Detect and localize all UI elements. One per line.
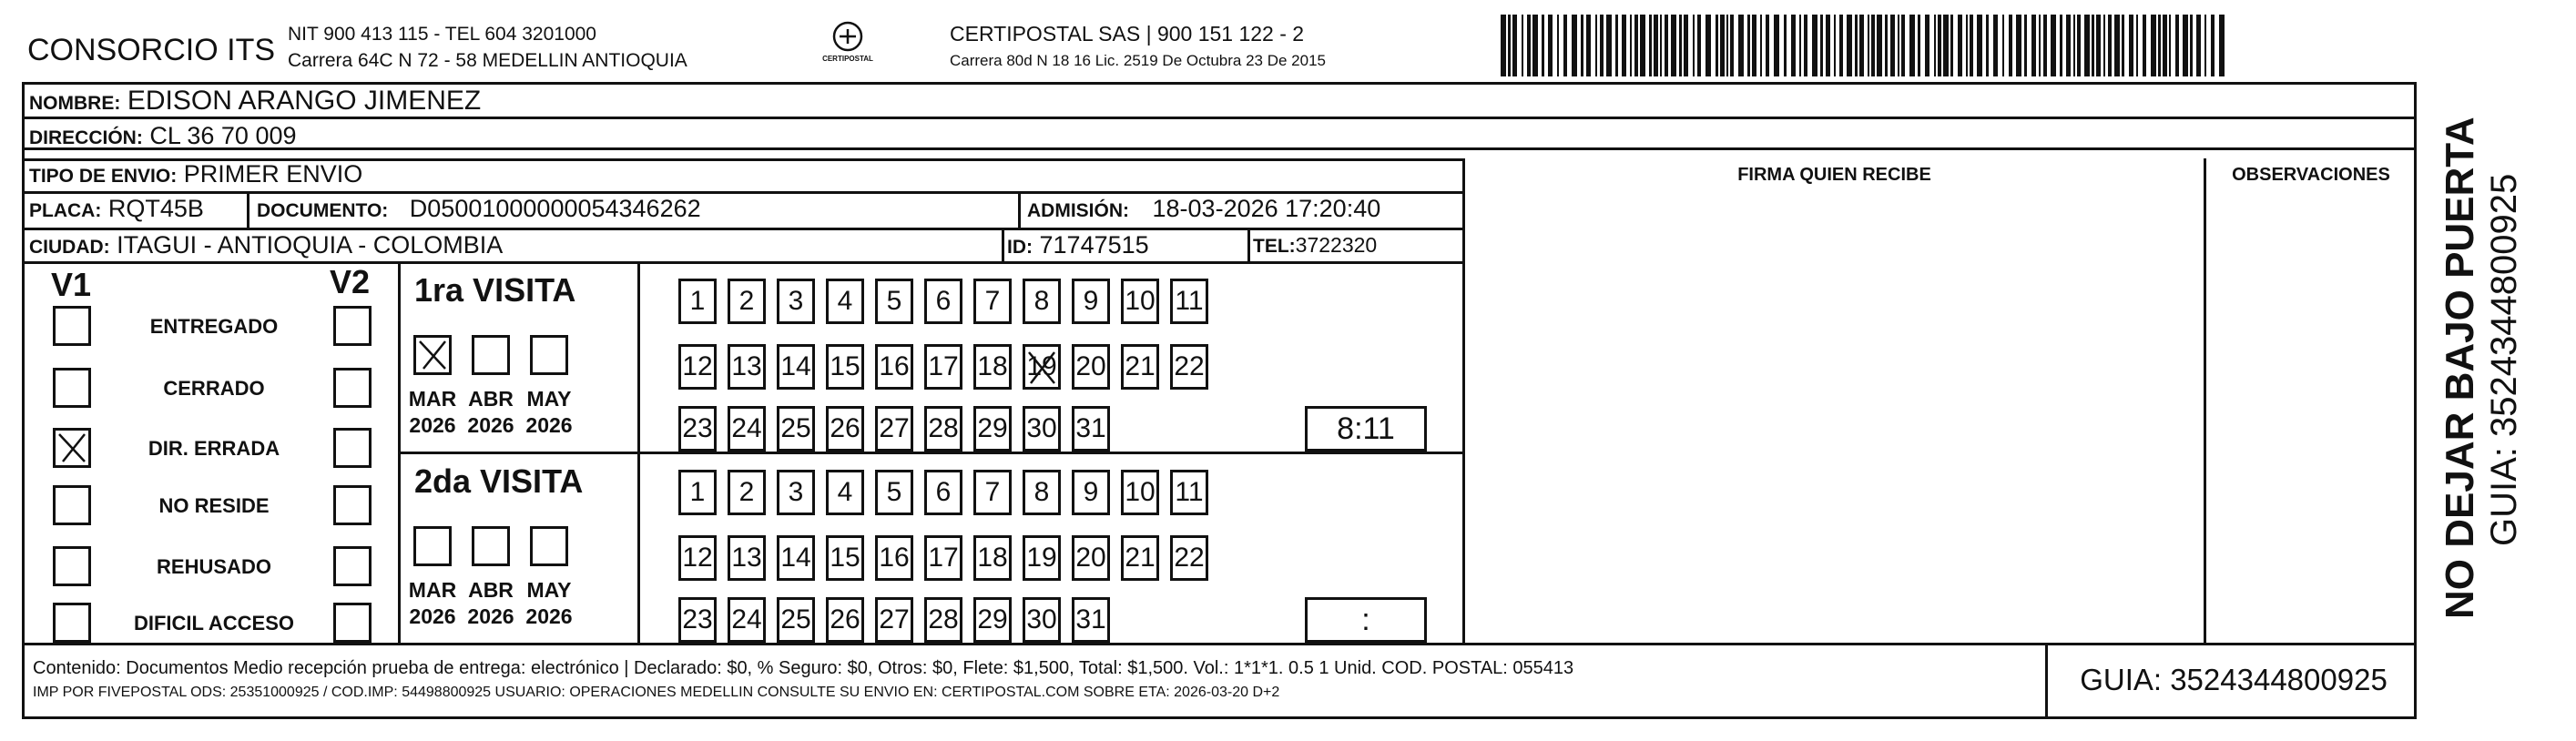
day-number: 26 [830, 413, 860, 443]
plate-value: RQT45B [107, 195, 204, 222]
day-number: 7 [984, 477, 1001, 507]
day-box[interactable] [924, 406, 962, 452]
name-value: EDISON ARANGO JIMENEZ [127, 86, 482, 116]
day-number: 2 [738, 286, 755, 316]
month-label [405, 386, 460, 439]
day-box[interactable] [1170, 344, 1208, 390]
name-label: NOMBRE: [29, 93, 121, 114]
city-value: ITAGUI - ANTIOQUIA - COLOMBIA [117, 231, 504, 259]
day-number: 6 [935, 286, 952, 316]
v2-checkbox[interactable] [333, 428, 372, 468]
day-box[interactable] [826, 279, 864, 324]
day-box[interactable] [1121, 535, 1159, 581]
admission-value: 18-03-2026 17:20:40 [1152, 195, 1381, 222]
day-box[interactable] [826, 344, 864, 390]
day-number: 23 [682, 604, 713, 634]
carrier-line-1: CERTIPOSTAL SAS | 900 151 122 - 2 [950, 22, 1305, 46]
day-box[interactable] [1072, 597, 1110, 643]
address-row [29, 124, 297, 148]
month-year: 2026 [525, 412, 573, 437]
day-number: 18 [977, 543, 1008, 573]
day-box[interactable] [875, 279, 913, 324]
month-name: MAY [526, 387, 572, 411]
content-line: Contenido: Documentos Medio recepción prueba de entrega: electrónico | Declarado: $0, % Seguro: $0, Otros: $0, Flete: $1,500, Total: $1,500. Vol.: 1*1*1. 0.5 1 Unid. COD. POSTAL: 055413 [33, 658, 1574, 678]
reason-label: REHUSADO [157, 555, 271, 578]
company-line-2: Carrera 64C N 72 - 58 MEDELLIN ANTIOQUIA [288, 50, 687, 71]
day-number: 14 [780, 543, 811, 573]
month-checkbox[interactable] [472, 526, 510, 566]
day-box[interactable] [924, 279, 962, 324]
day-box[interactable] [1023, 535, 1061, 581]
month-label [522, 577, 576, 630]
day-box[interactable] [728, 535, 766, 581]
address-value: CL 36 70 009 [149, 122, 297, 149]
v1-checkbox[interactable] [53, 546, 91, 586]
day-number: 12 [682, 351, 713, 381]
day-number: 6 [935, 477, 952, 507]
day-number: 30 [1026, 604, 1057, 634]
day-box[interactable] [1170, 535, 1208, 581]
time-box[interactable]: : [1305, 597, 1427, 643]
day-box[interactable] [1023, 279, 1061, 324]
day-number: 31 [1075, 413, 1106, 443]
print-line: IMP POR FIVEPOSTAL ODS: 25351000925 / COD.IMP: 54498800925 USUARIO: OPERACIONES MEDELLIN CONSULTE SU ENVIO EN: CERTIPOSTAL.COM SOBRE ETA: 2026-03-20 D+2 [33, 685, 1280, 700]
day-mark [1025, 347, 1058, 387]
reason-label: DIR. ERRADA [148, 437, 280, 460]
day-number: 28 [928, 413, 959, 443]
day-box[interactable] [973, 406, 1012, 452]
day-number: 23 [682, 413, 713, 443]
day-box[interactable] [678, 470, 717, 515]
day-number: 9 [1083, 286, 1099, 316]
day-number: 26 [830, 604, 860, 634]
day-number: 15 [830, 351, 860, 381]
type-label: TIPO DE ENVIO: [29, 166, 178, 187]
month-year: 2026 [409, 412, 456, 437]
day-box[interactable] [678, 597, 717, 643]
day-box[interactable] [1072, 279, 1110, 324]
signature-header: FIRMA QUIEN RECIBE [1737, 165, 1931, 185]
day-box[interactable] [826, 535, 864, 581]
day-box[interactable] [924, 597, 962, 643]
day-box[interactable] [1023, 344, 1061, 390]
v2-checkbox[interactable] [333, 485, 372, 525]
day-number: 31 [1075, 604, 1106, 634]
day-box[interactable] [777, 344, 815, 390]
reason-label: CERRADO [163, 377, 265, 400]
address-label: DIRECCIÓN: [29, 127, 143, 148]
day-number: 11 [1175, 286, 1204, 316]
day-number: 4 [837, 477, 853, 507]
day-number: 22 [1174, 351, 1205, 381]
month-checkbox[interactable] [413, 335, 452, 375]
day-number: 21 [1125, 543, 1156, 573]
day-box[interactable] [1072, 535, 1110, 581]
type-row [29, 162, 362, 187]
day-number: 18 [977, 351, 1008, 381]
day-number: 13 [731, 543, 762, 573]
day-number: 5 [886, 286, 902, 316]
reason-label: ENTREGADO [149, 315, 279, 338]
month-label [463, 577, 518, 630]
day-number: 16 [879, 351, 910, 381]
day-number: 3 [788, 286, 804, 316]
v1-label: V1 [51, 266, 92, 303]
company-name: CONSORCIO ITS [27, 33, 276, 67]
day-box[interactable] [678, 344, 717, 390]
day-number: 7 [984, 286, 1001, 316]
month-year: 2026 [525, 604, 573, 628]
day-box[interactable] [875, 535, 913, 581]
day-number: 30 [1026, 413, 1057, 443]
day-number: 3 [788, 477, 804, 507]
day-number: 19 [1026, 351, 1057, 381]
day-number: 25 [780, 604, 811, 634]
day-number: 13 [731, 351, 762, 381]
visit-title: 1ra VISITA [414, 271, 576, 309]
day-number: 8 [1033, 477, 1050, 507]
day-box[interactable] [1170, 279, 1208, 324]
day-box[interactable] [1121, 344, 1159, 390]
day-box[interactable] [826, 597, 864, 643]
day-box[interactable] [728, 470, 766, 515]
day-box[interactable] [1072, 406, 1110, 452]
day-box[interactable] [728, 597, 766, 643]
day-number: 22 [1174, 543, 1205, 573]
day-number: 24 [731, 604, 762, 634]
month-checkbox[interactable] [413, 526, 452, 566]
month-year: 2026 [409, 604, 456, 628]
day-number: 12 [682, 543, 713, 573]
day-box[interactable] [973, 344, 1012, 390]
plate-field [29, 197, 204, 221]
day-box[interactable] [1072, 470, 1110, 515]
v2-label: V2 [330, 263, 371, 300]
day-box[interactable] [678, 406, 717, 452]
day-box[interactable] [728, 279, 766, 324]
company-line-1: NIT 900 413 115 - TEL 604 3201000 [288, 24, 596, 45]
day-box[interactable] [924, 470, 962, 515]
carrier-line-2: Carrera 80d N 18 16 Lic. 2519 De Octubra 23 De 2015 [950, 52, 1326, 69]
day-box[interactable] [1170, 470, 1208, 515]
day-number: 20 [1075, 351, 1106, 381]
day-box[interactable] [826, 470, 864, 515]
month-label [522, 386, 576, 439]
reason-label: NO RESIDE [158, 494, 270, 517]
v1-checkbox[interactable] [53, 428, 91, 468]
v2-checkbox[interactable] [333, 306, 372, 346]
month-year: 2026 [467, 412, 514, 437]
day-number: 5 [886, 477, 902, 507]
admission-field [1027, 197, 1380, 221]
observations-header: OBSERVACIONES [2232, 165, 2390, 185]
day-number: 17 [928, 351, 959, 381]
type-value: PRIMER ENVIO [183, 160, 363, 188]
day-box[interactable] [678, 535, 717, 581]
day-number: 29 [977, 413, 1008, 443]
day-box[interactable] [875, 406, 913, 452]
day-number: 21 [1125, 351, 1156, 381]
day-box[interactable] [777, 597, 815, 643]
day-number: 8 [1033, 286, 1050, 316]
day-number: 10 [1125, 286, 1156, 316]
certipostal-logo [818, 20, 878, 67]
day-box[interactable] [777, 279, 815, 324]
day-box[interactable] [973, 279, 1012, 324]
day-number: 1 [689, 286, 706, 316]
month-label [405, 577, 460, 630]
day-number: 4 [837, 286, 853, 316]
tel-value: 3722320 [1295, 233, 1378, 257]
side-guia: GUIA: 3524344800925 [2484, 173, 2524, 546]
day-box[interactable] [924, 535, 962, 581]
visit-title: 2da VISITA [414, 462, 584, 500]
day-box[interactable] [826, 406, 864, 452]
month-name: ABR [468, 387, 514, 411]
day-box[interactable] [1023, 406, 1061, 452]
v1-checkbox[interactable] [53, 368, 91, 408]
day-number: 27 [879, 604, 910, 634]
month-checkbox[interactable] [472, 335, 510, 375]
day-number: 29 [977, 604, 1008, 634]
id-label: ID: [1007, 237, 1033, 258]
day-box[interactable] [777, 470, 815, 515]
day-box[interactable] [875, 344, 913, 390]
day-number: 17 [928, 543, 959, 573]
v2-checkbox[interactable] [333, 546, 372, 586]
time-box[interactable]: 8:11 [1305, 406, 1427, 452]
day-number: 16 [879, 543, 910, 573]
day-box[interactable] [1121, 470, 1159, 515]
plate-label: PLACA: [29, 200, 102, 221]
day-number: 28 [928, 604, 959, 634]
tel-field [1253, 235, 1377, 256]
month-name: MAR [408, 578, 457, 602]
month-checkbox[interactable] [530, 526, 568, 566]
month-name: MAY [526, 578, 572, 602]
document-field [257, 197, 701, 221]
day-number: 25 [780, 413, 811, 443]
day-box[interactable] [1023, 470, 1061, 515]
day-box[interactable] [973, 535, 1012, 581]
day-number: 19 [1026, 543, 1057, 573]
day-number: 24 [731, 413, 762, 443]
day-number: 2 [738, 477, 755, 507]
city-label: CIUDAD: [29, 237, 110, 258]
logo-text: CERTIPOSTAL [822, 55, 873, 63]
day-number: 27 [879, 413, 910, 443]
day-box[interactable] [973, 470, 1012, 515]
day-number: 1 [689, 477, 706, 507]
day-box[interactable] [678, 279, 717, 324]
v2-checkbox[interactable] [333, 603, 372, 643]
footer-guia: GUIA: 3524344800925 [2080, 663, 2388, 696]
month-checkbox[interactable] [530, 335, 568, 375]
barcode [1501, 15, 2233, 76]
name-row [29, 87, 481, 115]
day-number: 9 [1083, 477, 1099, 507]
day-box[interactable] [777, 406, 815, 452]
document-label: DOCUMENTO: [257, 200, 389, 221]
day-box[interactable] [777, 535, 815, 581]
day-box[interactable] [1121, 279, 1159, 324]
day-box[interactable] [1072, 344, 1110, 390]
day-box[interactable] [924, 344, 962, 390]
month-label [463, 386, 518, 439]
month-year: 2026 [467, 604, 514, 628]
day-box[interactable] [875, 470, 913, 515]
reason-label: DIFICIL ACCESO [133, 612, 294, 634]
month-name: ABR [468, 578, 514, 602]
v2-checkbox[interactable] [333, 368, 372, 408]
month-name: MAR [408, 387, 457, 411]
side-warning: NO DEJAR BAJO PUERTA [2438, 117, 2482, 619]
v1-checkbox[interactable] [53, 603, 91, 643]
day-box[interactable] [728, 344, 766, 390]
day-number: 15 [830, 543, 860, 573]
day-number: 14 [780, 351, 811, 381]
day-number: 10 [1125, 477, 1156, 507]
day-number: 20 [1075, 543, 1106, 573]
v1-checkbox[interactable] [53, 485, 91, 525]
v1-checkbox[interactable] [53, 306, 91, 346]
id-value: 71747515 [1039, 231, 1149, 259]
city-field [29, 233, 503, 258]
tel-label: TEL: [1253, 236, 1296, 257]
document-value: D05001000000054346262 [409, 195, 701, 222]
day-box[interactable] [1023, 597, 1061, 643]
day-number: 11 [1175, 477, 1204, 507]
day-box[interactable] [728, 406, 766, 452]
id-field [1007, 233, 1149, 258]
admission-label: ADMISIÓN: [1027, 200, 1129, 221]
day-box[interactable] [875, 597, 913, 643]
day-box[interactable] [973, 597, 1012, 643]
